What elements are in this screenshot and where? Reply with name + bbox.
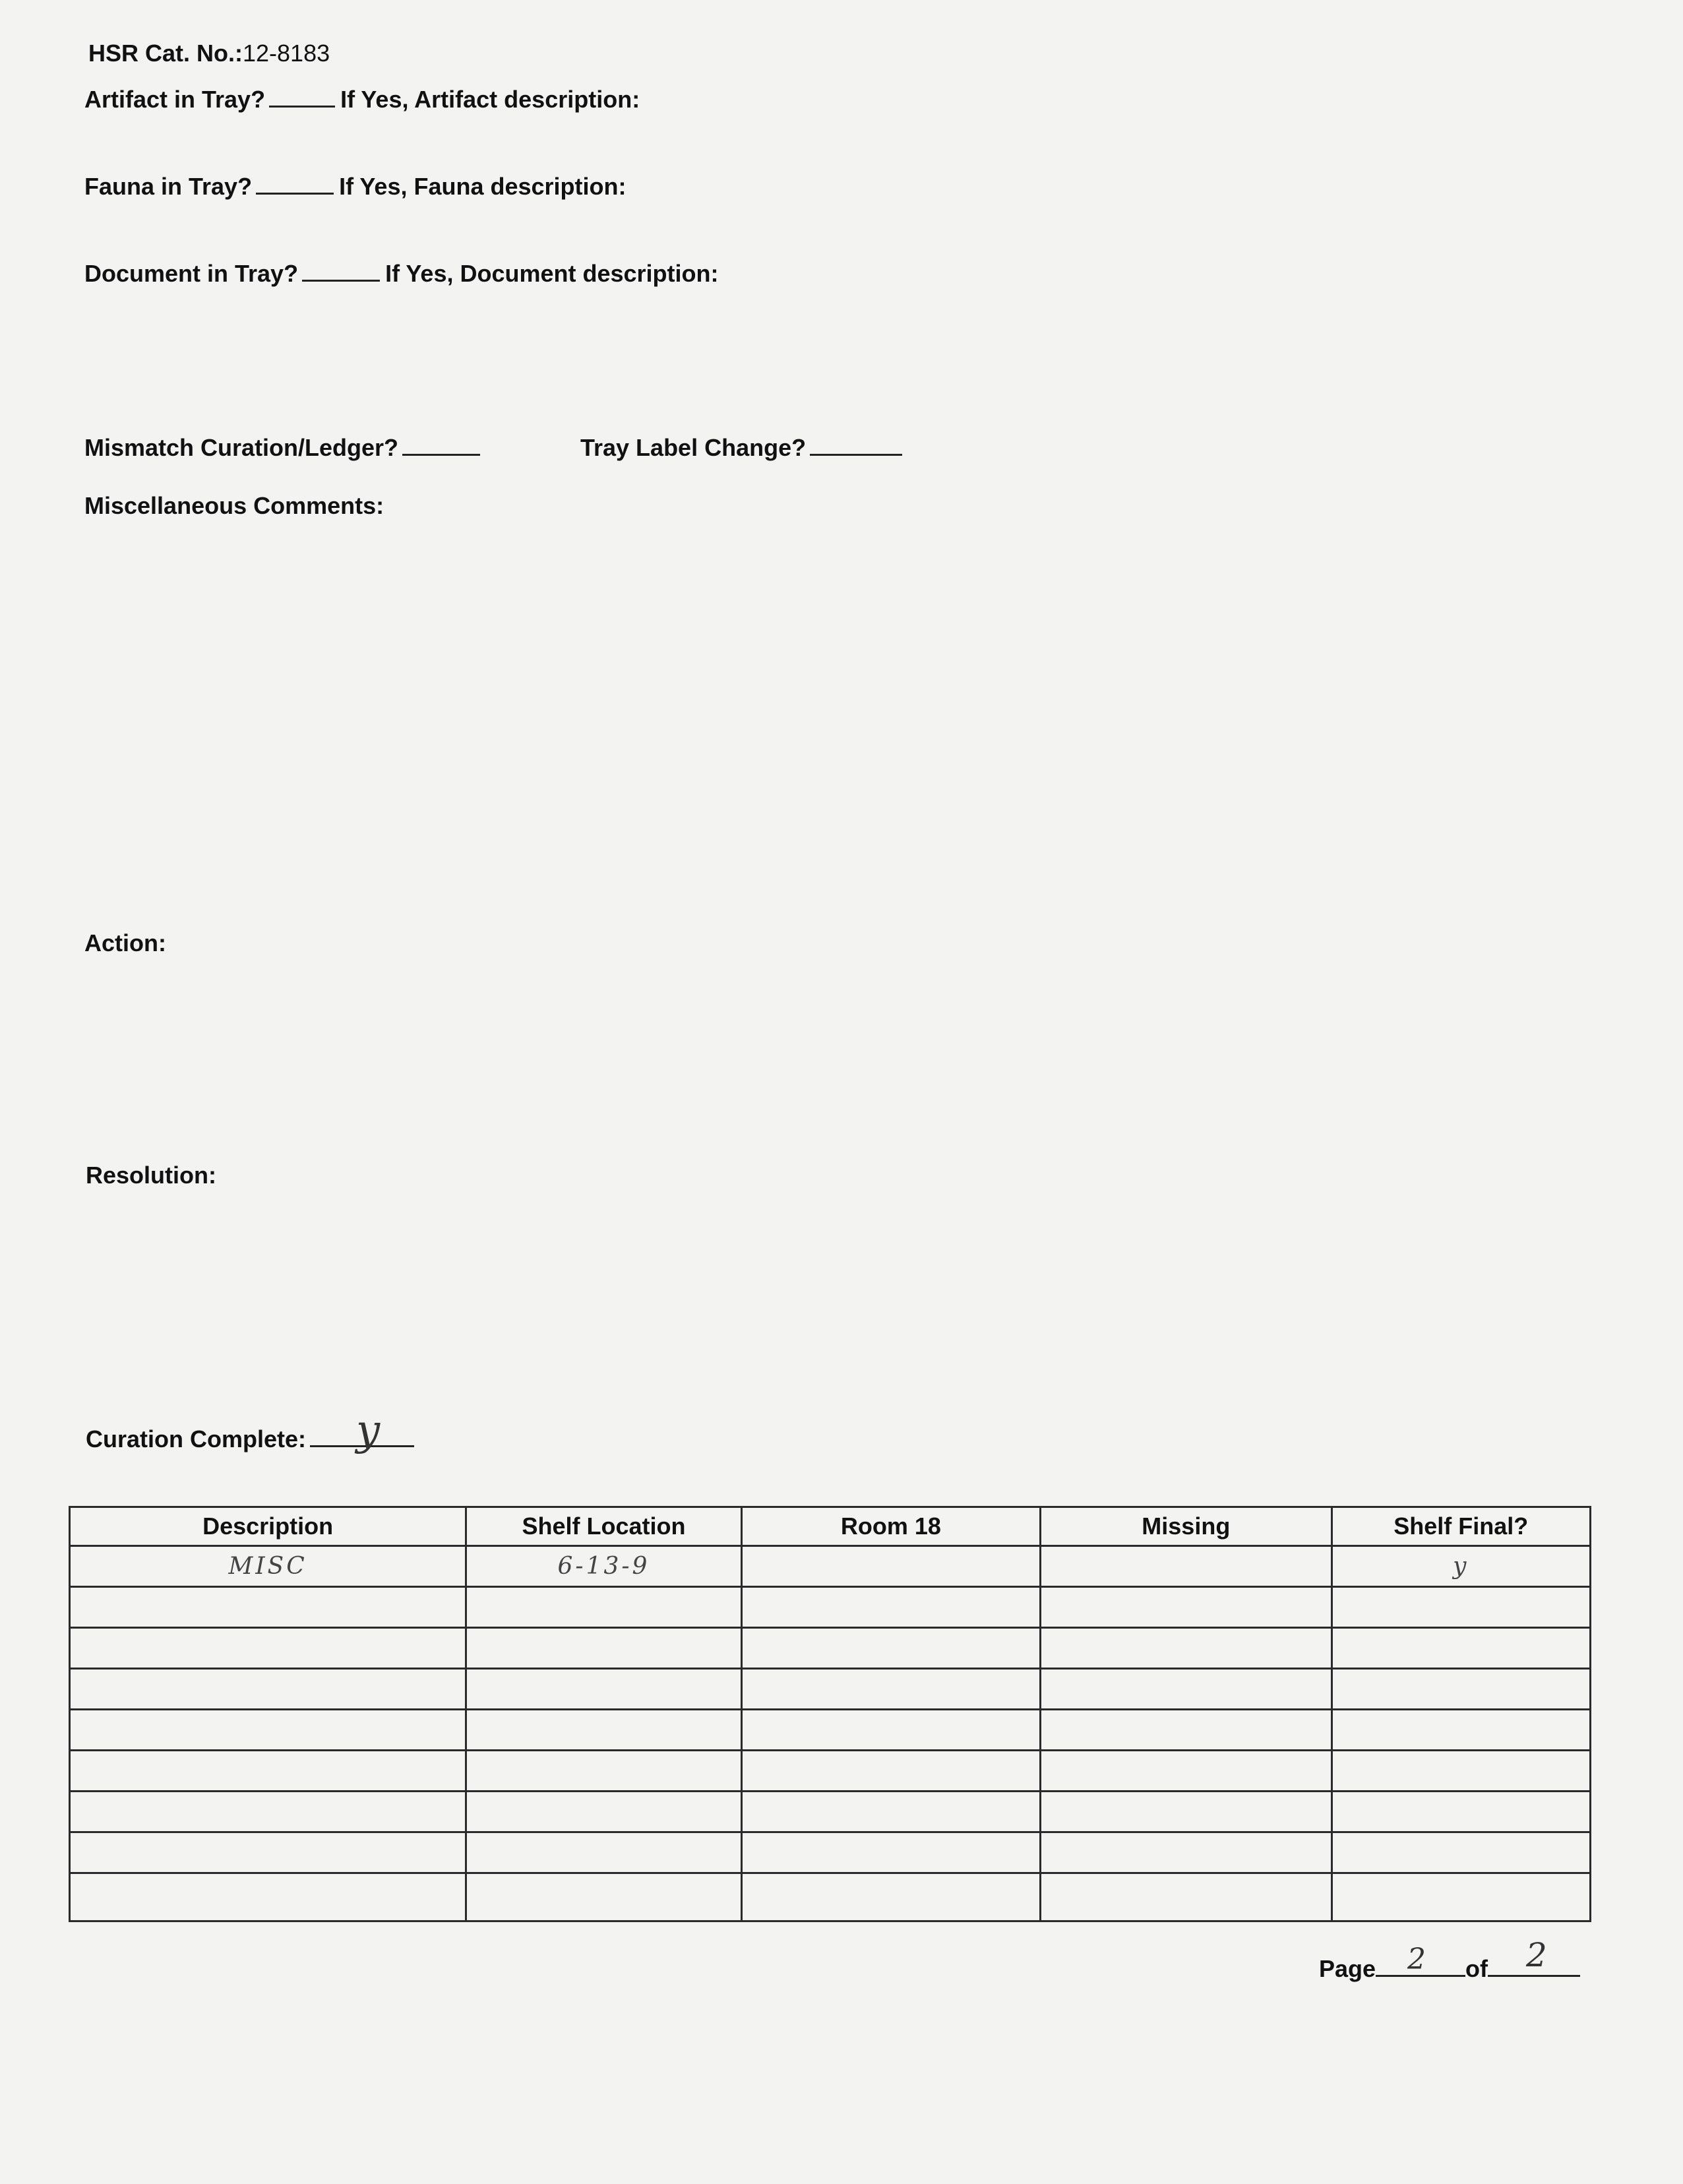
table-cell[interactable] (1041, 1669, 1331, 1710)
table-cell[interactable] (741, 1669, 1040, 1710)
fauna-label: Fauna in Tray? (84, 173, 253, 200)
table-cell[interactable] (1041, 1792, 1331, 1832)
table-cell[interactable]: 6-13-9 (466, 1546, 742, 1587)
document-description-label: If Yes, Document description: (385, 260, 719, 287)
table-cell[interactable] (1331, 1751, 1590, 1792)
col-header-shelf-location: Shelf Location (466, 1507, 742, 1546)
cat-number-label: HSR Cat. No.: (88, 40, 243, 67)
action-label: Action: (84, 929, 166, 956)
table-cell[interactable] (466, 1710, 742, 1751)
document-label: Document in Tray? (84, 260, 299, 287)
tray-label-change-line (580, 434, 907, 462)
table-cell[interactable] (741, 1628, 1040, 1669)
col-header-missing: Missing (1041, 1507, 1331, 1546)
col-header-description: Description (70, 1507, 466, 1546)
page-label: Page (1319, 1955, 1376, 1982)
table-header-row (70, 1507, 1591, 1546)
cat-number-value: 12-8183 (243, 40, 330, 67)
table-cell[interactable] (70, 1873, 466, 1921)
tray-label-change-blank[interactable] (810, 453, 902, 456)
curation-complete-line (86, 1406, 419, 1455)
table-cell[interactable] (1041, 1710, 1331, 1751)
tray-label-change-label: Tray Label Change? (580, 434, 807, 461)
misc-comments-label: Miscellaneous Comments: (84, 492, 384, 519)
table-cell[interactable] (1331, 1628, 1590, 1669)
fauna-blank[interactable] (256, 192, 334, 195)
table-cell[interactable] (70, 1751, 466, 1792)
artifact-blank[interactable] (269, 105, 335, 108)
table-cell[interactable] (466, 1669, 742, 1710)
table-cell[interactable] (1331, 1587, 1590, 1628)
table-cell[interactable] (1041, 1628, 1331, 1669)
table-cell[interactable] (70, 1792, 466, 1832)
table-cell[interactable] (741, 1873, 1040, 1921)
table-cell[interactable] (466, 1832, 742, 1873)
table-row (70, 1669, 1591, 1710)
artifact-description-label: If Yes, Artifact description: (340, 86, 640, 113)
table-cell[interactable]: MISC (70, 1546, 466, 1587)
page-blank[interactable] (1376, 1943, 1465, 1977)
fauna-description-label: If Yes, Fauna description: (339, 173, 627, 200)
of-value: 2 (1526, 1936, 1547, 1974)
artifact-line (84, 86, 640, 113)
table-cell[interactable] (741, 1792, 1040, 1832)
table-cell[interactable] (1331, 1669, 1590, 1710)
table-cell[interactable] (741, 1587, 1040, 1628)
of-label: of (1465, 1955, 1488, 1982)
curation-complete-blank[interactable] (310, 1406, 414, 1455)
table-cell[interactable] (741, 1751, 1040, 1792)
mismatch-label: Mismatch Curation/Ledger? (84, 434, 399, 461)
table-cell[interactable] (1041, 1751, 1331, 1792)
mismatch-blank[interactable] (402, 453, 480, 456)
table-row (70, 1751, 1591, 1792)
table-row (70, 1873, 1591, 1921)
resolution-label: Resolution: (86, 1162, 216, 1189)
table-cell[interactable] (466, 1792, 742, 1832)
table-cell[interactable] (1331, 1832, 1590, 1873)
table-cell[interactable] (1041, 1873, 1331, 1921)
table-cell[interactable] (466, 1587, 742, 1628)
table-cell[interactable] (1041, 1587, 1331, 1628)
artifact-label: Artifact in Tray? (84, 86, 266, 113)
page-number-line (1319, 1936, 1580, 1983)
table-row (70, 1832, 1591, 1873)
table-cell[interactable] (741, 1832, 1040, 1873)
table-cell[interactable] (1331, 1873, 1590, 1921)
curation-table (69, 1506, 1591, 1922)
table-row (70, 1792, 1591, 1832)
table-cell[interactable] (466, 1751, 742, 1792)
col-header-shelf-final: Shelf Final? (1331, 1507, 1590, 1546)
table-cell[interactable] (741, 1710, 1040, 1751)
col-header-room-18: Room 18 (741, 1507, 1040, 1546)
table-cell[interactable]: y (1331, 1546, 1590, 1587)
table-cell[interactable] (1041, 1832, 1331, 1873)
document-blank[interactable] (302, 279, 380, 282)
table-cell[interactable] (1331, 1792, 1590, 1832)
curation-complete-value: y (356, 1406, 381, 1455)
table-row (70, 1587, 1591, 1628)
table-cell[interactable] (466, 1628, 742, 1669)
of-blank[interactable] (1488, 1936, 1580, 1977)
table-cell[interactable] (70, 1832, 466, 1873)
table-cell[interactable] (1041, 1546, 1331, 1587)
fauna-line (84, 173, 627, 201)
mismatch-line (84, 434, 485, 462)
document-line (84, 260, 719, 288)
table-cell[interactable] (70, 1628, 466, 1669)
page-value: 2 (1407, 1943, 1426, 1976)
table-cell[interactable] (741, 1546, 1040, 1587)
table-row (70, 1710, 1591, 1751)
table-cell[interactable] (466, 1873, 742, 1921)
table-cell[interactable] (70, 1587, 466, 1628)
cat-number-line (88, 40, 330, 67)
table-cell[interactable] (1331, 1710, 1590, 1751)
table-row (70, 1628, 1591, 1669)
table-cell[interactable] (70, 1710, 466, 1751)
table-cell[interactable] (70, 1669, 466, 1710)
table-row (70, 1546, 1591, 1587)
curation-complete-label: Curation Complete: (86, 1425, 307, 1452)
